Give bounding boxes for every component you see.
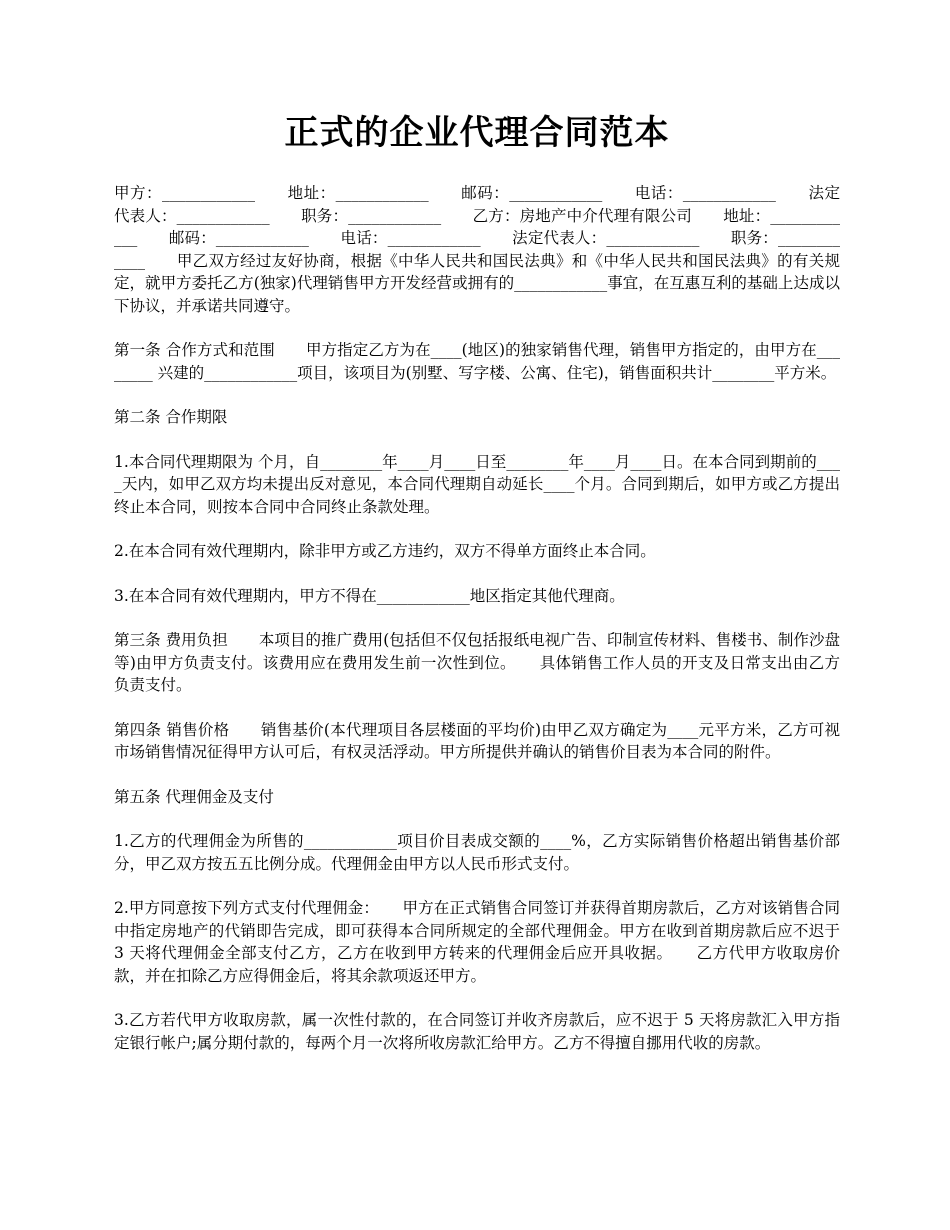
paragraph-article-5-heading: 第五条 代理佣金及支付 [114,787,274,806]
document-title: 正式的企业代理合同范本 [284,113,670,153]
paragraph-parties-and-preamble: 甲方：____________ 地址：____________ 邮码：____________ 电话：____________ 法定代表人：____________ 职务：____________ 乙方：房地产中介代理有限公司 地址：____________ 邮码：____________ 电话：____________ 法定代表人：____________ 职务：____________ 甲乙双方经过友好协商，根据《中华人民共和国民法典》和《中华人民共和国民法典》的有关规定，就甲方委托乙方(独家)代理销售甲方开发经营或拥有的____________事宜，在互惠互利的基础上达成以下协议，并承诺共同遵守。 [114,184,840,315]
paragraph-article-2-clause-3: 3.在本合同有效代理期内，甲方不得在____________地区指定其他代理商。 [114,586,625,605]
paragraph-article-5-clause-1: 1.乙方的代理佣金为所售的____________项目价目表成交额的____%，乙方实际销售价格超出销售基价部分，甲乙双方按五五比例分成。代理佣金由甲方以人民币形式支付。 [114,832,840,873]
paragraph-article-2-clause-1: 1.本合同代理期限为 个月，自________年____月____日至________年____月____日。在本合同到期前的____天内，如甲乙双方均未提出反对意见，本合同代理期自动延长____个月。合同到期后，如甲方或乙方提出终止本合同，则按本合同中合同终止条款处理。 [114,452,840,516]
paragraph-article-5-clause-3: 3.乙方若代甲方收取房款，属一次性付款的，在合同签订并收齐房款后，应不迟于 5 天将房款汇入甲方指定银行帐户;属分期付款的，每两个月一次将所收房款汇给甲方。乙方不得擅自挪用代收的房款。 [114,1011,840,1052]
paragraph-article-1: 第一条 合作方式和范围 甲方指定乙方为在____(地区)的独家销售代理，销售甲方指定的，由甲方在________ 兴建的____________项目，该项目为(别墅、写字楼、公寓、住宅)，销售面积共计________平方米。 [114,341,840,382]
paragraph-article-5-clause-2: 2.甲方同意按下列方式支付代理佣金： 甲方在正式销售合同签订并获得首期房款后，乙方对该销售合同中指定房地产的代销即告完成，即可获得本合同所规定的全部代理佣金。甲方在收到首期房款后应不迟于 3 天将代理佣金全部支付乙方，乙方在收到甲方转来的代理佣金后应开具收据。 乙方代甲方收取房价款，并在扣除乙方应得佣金后，将其余款项返还甲方。 [114,899,845,985]
paragraph-article-4: 第四条 销售价格 销售基价(本代理项目各层楼面的平均价)由甲乙双方确定为____元平方米，乙方可视市场销售情况征得甲方认可后，有权灵活浮动。甲方所提供并确认的销售价目表为本合同的附件。 [114,720,840,761]
paragraph-article-2-clause-2: 2.在本合同有效代理期内，除非甲方或乙方违约，双方不得单方面终止本合同。 [114,542,656,560]
paragraph-article-2-heading: 第二条 合作期限 [114,408,228,426]
paragraph-article-3: 第三条 费用负担 本项目的推广费用(包括但不仅包括报纸电视广告、印制宣传材料、售楼书、制作沙盘等)由甲方负责支付。该费用应在费用发生前一次性到位。 具体销售工作人员的开支及日常支出由乙方负责支付。 [114,631,840,694]
